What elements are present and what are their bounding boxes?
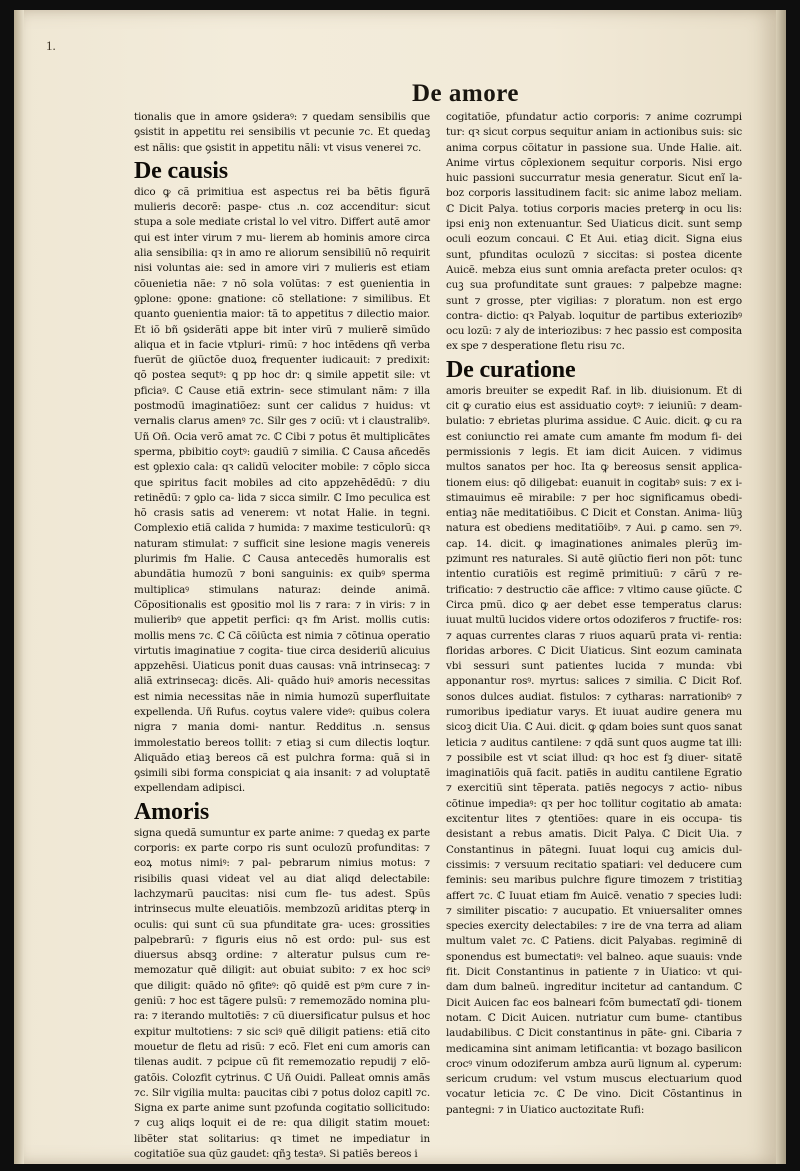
running-head: De amore	[412, 80, 519, 107]
curatione-paragraph: amoris breuiter se expedit Raf. in lib. diuisionum. Et di cit ꝙ curatio eius est assiduatio coytꝰ: ⁊ ieiuniũ: ⁊ deam- bulatio: ⁊ ebrietas plurima assidue. ℂ Auic. dicit. ꝙ cu ra est coniunctio rei amate cum amante fm modum fi- dei permissionis ⁊ legis. Et iam dicit Auicen. ⁊ vidimus multos sanatos per hoc. Ita ꝙ bereosus sensit applica- tionem eius: qõ diligebat: euanuit in cogitabꝰ suis: ⁊ ex i- stimauimus eẽ mirabile: ⁊ per hoc significamus obedi- entiaꝫ nãe meditatiõibus. ℂ Dicit et Constan. Anima- liũꝫ natura est obediens meditatiõibꝰ. ⁊ Aui. ꝑ camo. sen ⁊ꝰ. cap. 14. dicit. ꝙ imaginationes animales plerũꝫ im- pzimunt res naturales. Si autẽ ꝯiũctio fieri non põt: tunc intentio curatiõis est regimẽ primitiuũ: ⁊ cãrũ ⁊ re- trificatio: ⁊ destructio cãe affice: ⁊ vltimo cause ꝯiũcte. ℂ Circa pmũ. dico ꝙ aer debet esse temperatus clarus: iuuat multũ lucidos videre ortos odoziferos ⁊ fructife- ros: ⁊ aquas currentes claras ⁊ riuos aquarũ prata vi- rentia: floridas arbores. ℂ Dicit Uiaticus. Sint eozum caminata vbi sessuri sunt patientes lucida ⁊ munda: vbi apponantur rosꝰ. myrtus: salices ⁊ similia. ℂ Dicit Rof. sonos dulces audiat. fistulos: ⁊ cytharas: narrationibꝰ ⁊ rumoribus ipediatur varys. Et iuuat audire genera mu sicoꝫ dicit Uia. ℂ Aui. dicit. ꝙ qdam boies sunt quos sanat leticia ⁊ auditus cantilene: ⁊ qdã sunt quos augme tat illi: ⁊ possibile est vt sciat illud: qꝛ hoc est fꝫ diuer- sitatẽ imaginatiõis quã facit. patiẽs in auditu cantilene Egratio ⁊ exercitiũ sint tẽperata. patiẽs negocys ⁊ actio- nibus cõtinue impediaꝰ: qꝛ per hoc tollitur cogitatio ab amata: excitentur lites ⁊ ꝯtentiões: quare in eis occupa- tis desistant a rebus amatis. Dicit Palya. ℂ Dicit Uia. ⁊ Constantinus in pãtegni. Iuuat loqui cuꝫ amicis dul- cissimis: ⁊ versuum recitatio spatiari: vel deducere cum feminis: seu maribus pulchre figure timozem ⁊ tristitiaꝫ affert ⁊c. ℂ Iuuat etiam fm Auicẽ. venatio ⁊ species ludi: ⁊ similiter piscatio: ⁊ aucupatio. Et vniuersaliter omnes species exercity delectabiles: ⁊ ire de vna terra ad aliam multum valet ⁊c. ℂ Patiens. dicit Palyabas. regiminẽ di sponendus est bumectatiꝰ: vel balneo. aque suauis: vnde fit. Dicit Constantinus in patiente ⁊ in Uiatico: vt qui- dam dum balneũ. ingreditur incitetur ad cantandum. ℂ Dicit Auicen fac eos balneari fcõm bumectatĩ ꝯdi- tionem notam. ℂ Dicit Auicen. nutriatur cum bume- ctantibus laudabilibus. ℂ Dicit constantinus in pãte- gni. Cibaria ⁊ medicamina sint animam letificantia: vt bozago basilicon crocꝰ vinum odoziferum ambza aurũ lignum al. cyperum: sericum crudum: vel vstum muscus electuarium quod vocatur leticia ⁊c. ℂ De vino. Dicit Cõstantinus in pantegni: ⁊ in Uiatico auctozitate Rufi:	[446, 384, 742, 1116]
heading-de-curatione-text: De curatione	[446, 356, 576, 383]
causis-paragraph: dico ꝙ cã primitiua est aspectus rei ba bẽtis figurã mulieris decorẽ: paspe- ctus .n. coz accenditur: sicut stupa a sole mediate cristal lo vel vitro. Differt autẽ amor qui est inter virum ⁊ mu- lierem ab hominis amore circa alia sensibilia: qꝛ in amo re aliorum sensibiliũ nõ requirit nisi voluntas aie: sed in amore viri ⁊ mulieris est etiam cõuenietia nãe: ⁊ nõ sola volũtas: ⁊ est ꝯuenientia in ꝯplone: ꝯpone: gnatione: cõ stellatione: ⁊ similibus. Et quanto ꝯuenientia maior: tã to appetitus ⁊ dilectio maior. Et iõ bñ ꝯsiderãti appe bit inter virũ ⁊ mulierẽ simũdo aliqua et in facie vtpluri- rimũ: ⁊ hoc intẽdens qñ verba fuerũt de ꝯiũctõe duoꝝ frequenter iudicauit: ⁊ predixit: qõ postea sequtꝰ: ꝗ pp hoc dr: ꝗ simile appetit sile: vt pficiaꝰ. ℂ Cause etiã extrin- sece stimulant nãm: ⁊ illa postmodũ imaginatiõez: sunt cer calidus ⁊ huidus: vt vernalis clarus amenꝰ ⁊c. Silr ges ⁊ ociũ: vt i claustralibꝰ. Uñ Oñ. Ocia verõ amat ⁊c. ℂ Cibi ⁊ potus ẽt multiplicãtes sperma, pbibitio coytꝰ: gaudiũ ⁊ similia. ℂ Causa añcedẽs est ꝯplexio cala: qꝛ calidũ velociter mobile: ⁊ cõplo sicca que spiritus facit mobiles ad cito appzehẽdẽdũ: ⁊ diu retinẽdũ: ⁊ ꝯplo ca- lida ⁊ sicca similr. ℂ Imo peculica est hõ crasis satis ad venerem: vt notat Halie. in tegni. Complexio etiã calida ⁊ humida: ⁊ maxime testiculorũ: qꝛ naturam stimulat: ⁊ sufficit sine lesione magis venereis plurimis fm Halie. ℂ Causa antecedẽs humoralis est abundãtia humozũ ⁊ boni sanguinis: ex quibꝰ sperma multiplicaꝰ stimulans naturaz: deinde animã. Cõpositionalis est ꝯpositio mol lis ⁊ rara: ⁊ in viris: ⁊ in mulieribꝰ que appetit perfici: qꝛ fm Arist. mollis cutis: mollis mens ⁊c. ℂ Cã cõiũcta est nimia ⁊ cõtinua operatio virtutis imaginatiue ⁊ cogita- tiue circa desideriũ alicuius appzehẽsi. Uiaticus ponit duas causas: vnã intrinsecaꝫ: ⁊ aliã extrinsecaꝫ: dicẽs. Ali- quãdo huiꝰ amoris necessitas est nimia necessitas nãe in nimia humozũ superfluitate expellenda. Uñ Rufus. coytus valere videꝰ: quibus colera nigra ⁊ mania domi- nantur. Redditus .n. sensus immolestatio bereos tollit: ⁊ etiaꝫ si cum dilectis loqtur. Aliquãdo etiaꝫ bereos cã est pulchra forma: quã si in ꝯsimili sibi forma conspiciat ꝗ aia insanit: ⁊ ad voluptatẽ expellendam adipisci.	[134, 185, 430, 795]
page-edge	[776, 10, 786, 1164]
left-column	[134, 110, 430, 1160]
amoris-paragraph: signa quedã sumuntur ex parte anime: ⁊ quedaꝫ ex parte corporis: ex parte corpo ris sunt oculozũ profunditas: ⁊ eoꝝ motus nimiꝰ: ⁊ pal- pebrarum nimius motus: ⁊ risibilis quasi videat vel au diat aliqd delectabile: lachzymarũ paucitas: nisi cum fle- tus adest. Spũs intrinsecus multe eleuatiõis. membzozũ ariditas pterꝙ in oculis: qui sunt cũ sua pfunditate gra- uces: grossities palpebrarũ: ⁊ figuris eius nõ est ordo: pul- sus est diuersus absqꝫ ordine: ⁊ alteratur pulsus cum re- memozatur quẽ diligit: aut obuiat subito: ⁊ ex hoc sciꝰ que diligit: quãdo nõ ꝯfiteꝰ: qõ quidẽ est pꝰm cure ⁊ in- geniũ: ⁊ hoc est tãgere pulsũ: ⁊ rememozãdo nomina plu- ra: ⁊ iterando multotiẽs: ⁊ cũ diuersificatur pulsus et hoc expitur multotiens: ⁊ sic sciꝰ quẽ diligit patiens: etiã cito mouetur de fletu ad risũ: ⁊ ecõ. Flet eni cum amoris can tilenas audit. ⁊ pcipue cũ fit rememozatio repudij ⁊ elõ- gatõis. Colozfit cytrinus. ℂ Uñ Ouidi. Palleat omnis amãs ⁊c. Silr vigilia multa: paucitas cibi ⁊ potus doloz capitl ⁊c. Signa ex parte anime sunt pzofunda cogitatio sollicitudo: ⁊ cuꝫ aliqs loquit ei de re: qua diligit statim mouet: libẽter stat solitarius: qꝛ timet ne impediatur in cogitatiõe sua qũz gaudet: qñꝫ testaꝰ. Si patiẽs bereos i	[134, 826, 430, 1160]
heading-amoris-text: Amoris	[134, 798, 210, 825]
page-number: 1.	[46, 38, 56, 53]
right-column	[446, 110, 742, 1116]
right-intro-paragraph: cogitatiõe, pfundatur actio corporis: ⁊ anime cozrumpi tur: qꝛ sicut corpus sequitur aniam in actionibus suis: sic anima corpus cõitatur in passione sua. Unde Halie. ait. Anime virtus cõplexionem sequitur corporis. Nisi ergo huic passioni succurratur mesia generatur. Sicut enĩ la- boz corporis lassitudinem facit: sic anime laboz meliam. ℂ Dicit Palya. totius corporis macies preterꝙ in ocu lis: ipsi eniꝫ non extenuantur. Sed Uiaticus dicit. sunt semp oculi eozum concaui. ℂ Et Aui. etiaꝫ dicit. Signa eius sunt, pfunditas oculozũ ⁊ siccitas: si postea dicente Auicẽ. mebza eius sunt omnia arefacta preter oculos: qꝛ cuꝫ sua profunditate sunt graues: ⁊ palpebze magne: sunt ⁊ grosse, pter vigilias: ⁊ ploratum. non est ergo contra- dictio: qꝛ Palyab. loquitur de partibus exteriozibꝰ ocu lozũ: ⁊ aly de interiozibus: ⁊ hec passio est composita ex spe ⁊ desperatione fletu risu ⁊c.	[446, 111, 742, 353]
heading-de-causis	[134, 158, 430, 184]
heading-de-causis-text: De causis	[134, 157, 228, 184]
gutter-shadow	[14, 10, 24, 1164]
left-intro-paragraph: tionalis que in amore ꝯsideraꝰ: ⁊ quedam sensibilis que ꝯsistit in appetitu rei sensibilis vt pecunie ⁊c. Et quedaꝫ est nãlis: que ꝯsistit in appetitu nãli: vt visus venerei ⁊c.	[134, 111, 430, 154]
heading-de-curatione	[446, 357, 742, 383]
heading-amoris	[134, 799, 430, 825]
incunable-page	[14, 10, 776, 1164]
